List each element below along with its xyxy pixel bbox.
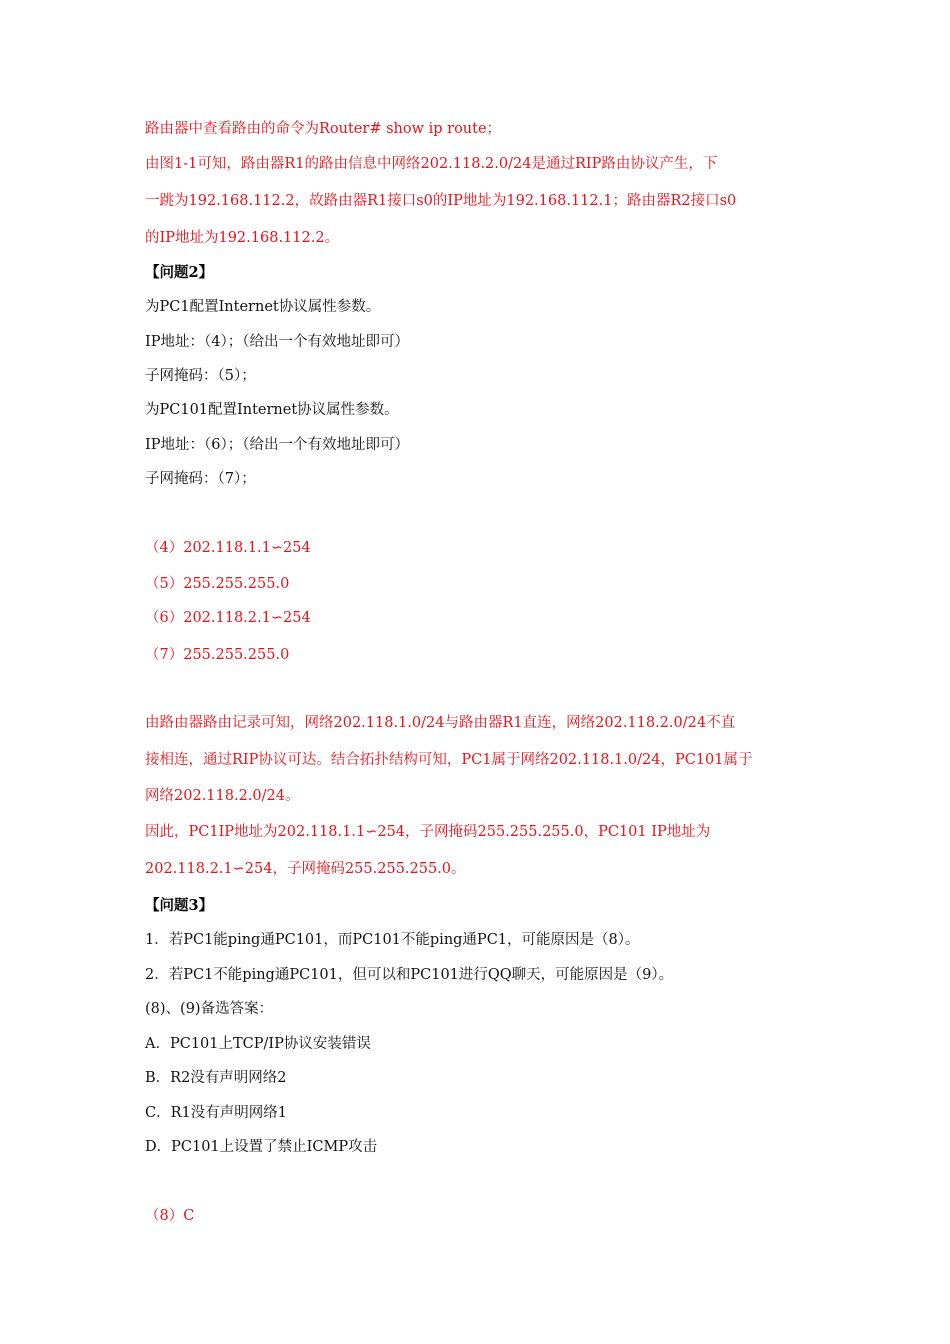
question-line: 2．若PC1不能ping通PC101，但可以和PC101进行QQ聊天，可能原因是（9）。 [145,967,674,983]
explanation-line: 因此，PC1IP地址为202.118.1.1∽254，子网掩码255.255.255.0，PC101 IP地址为 [145,824,711,840]
explanation-line: 的IP地址为192.168.112.2。 [145,230,340,246]
option-line: A．PC101上TCP/IP协议安装错误 [145,1036,371,1052]
question-heading: 【问题2】 [145,264,214,281]
answer-line: （8）C [145,1208,195,1224]
explanation-line: 一跳为192.168.112.2，故路由器R1接口s0的IP地址为192.168.112.1；路由器R2接口s0 [145,193,737,209]
question-line: IP地址：（6）；（给出一个有效地址即可） [145,437,409,453]
question-line: 1．若PC1能ping通PC101，而PC101不能ping通PC1，可能原因是（8）。 [145,932,640,948]
question-line: 子网掩码：（5）； [145,368,256,384]
explanation-line: 接相连，通过RIP协议可达。结合拓扑结构可知，PC1属于网络202.118.1.0/24，PC101属于 [145,752,753,768]
option-line: C．R1没有声明网络1 [145,1105,287,1121]
explanation-line: 路由器中查看路由的命令为Router# show ip route； [145,121,502,137]
question-heading: 【问题3】 [145,897,214,914]
answer-line: （4）202.118.1.1∽254 [145,540,311,556]
question-line: (8)、(9)备选答案： [145,1001,274,1017]
answer-line: （5）255.255.255.0 [145,576,290,592]
question-line: 为PC101配置Internet协议属性参数。 [145,402,399,418]
answer-line: （7）255.255.255.0 [145,647,290,663]
explanation-line: 由图1-1可知，路由器R1的路由信息中网络202.118.2.0/24是通过RIP路由协议产生，下 [145,156,718,172]
question-line: 为PC1配置Internet协议属性参数。 [145,299,381,315]
option-line: B．R2没有声明网络2 [145,1070,287,1086]
question-line: 子网掩码：（7）； [145,471,256,487]
question-line: IP地址：（4）；（给出一个有效地址即可） [145,334,409,350]
explanation-line: 网络202.118.2.0/24。 [145,788,300,804]
option-line: D．PC101上设置了禁止ICMP攻击 [145,1139,378,1155]
explanation-line: 202.118.2.1∽254，子网掩码255.255.255.0。 [145,861,466,877]
explanation-line: 由路由器路由记录可知，网络202.118.1.0/24与路由器R1直连，网络202.118.2.0/24不直 [145,715,736,731]
answer-line: （6）202.118.2.1∽254 [145,610,311,626]
